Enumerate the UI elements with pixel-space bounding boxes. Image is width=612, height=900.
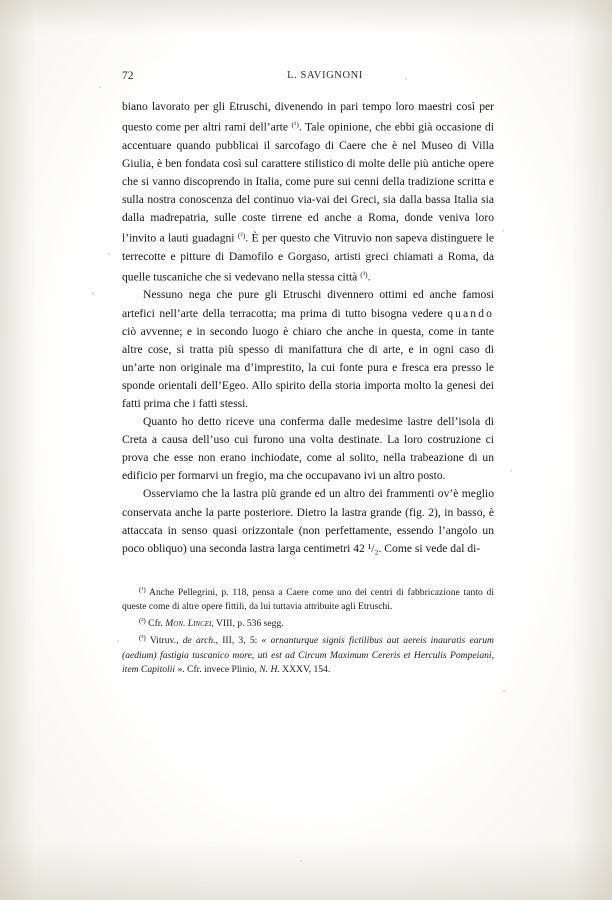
footnote-text-2: Cfr. Mon. Lincei, VIII, p. 536 segg. <box>148 618 284 630</box>
work-title: de arch. <box>182 635 216 647</box>
paragraph-1: biano lavorato per gli Etruschi, divenendo in pari tempo loro maestri così per questo come per altri rami dell’arte $^{(^1)}$. Tale opinione, che ebbi già occasione di accentuare quando pubblicai il sarcofago di Caere che è nel Museo di Villa Giulia, è ben fondata così sul carattere stilistico di molte delle più antiche opere che si vanno discoprendo in Italia, come pure sui cenni della tradizione scritta e sulla nostra conoscenza del continuo via-vai dei Greci, sia dalla bassa Italia sia dalla madrepatria, sulle coste tirrene ed anche a Roma, donde veniva loro l’invito a lauti guadagni $^{(^2)}$. È per questo che Vitruvio non sapeva distinguere le terrecotte e pitture di Damofilo e Gorgaso, artisti greci chiamati a Roma, da quelle tuscaniche che si vedevano nella stessa città $^{(^3)}$. <box>122 100 495 284</box>
paragraph-3: Quanto ho detto riceve una conferma dalle medesime lastre dell’isola di Creta a causa dell’uso cui furono una volta destinate. La loro costruzione ci prova che esse non erano inchiodate, come al solito, nella trabeazione di un edificio per formarvi un fregio, ma che occupavano ivi un altro posto. <box>122 415 494 483</box>
note-call: (¹) <box>291 120 299 130</box>
footnote-2 <box>122 614 494 631</box>
pliny-title: N. H. <box>259 663 280 675</box>
journal-title: Mon. Lincei <box>165 618 212 630</box>
footnote-marker-2: (²) <box>139 617 146 626</box>
footnote-marker-1: (¹) <box>139 585 146 594</box>
note-call: (³) <box>360 269 368 279</box>
footnote-marker-3: (³) <box>139 634 146 643</box>
footnote-text-1: Anche Pellegrini, p. 118, pensa a Caere come uno dei centri di fabbricazione tanto di queste come di altre opere fittili, da lui tuttavia attribuite agli Etruschi. <box>122 586 494 613</box>
page-edge-right <box>572 0 612 900</box>
emphasized-word: quando <box>447 306 494 320</box>
footnote-text-3: Vitruv., de arch., III, 3, 5: « ornanturque signis fictilibus aut aereis inauratis earum (aedium) fastigia tuscanico more, uti est ad Circum Maximum Cereris et Herculis Pompeiani, item Capitolii ». Cfr. invece Plinio, N. H. XXXV, 154. <box>122 635 494 675</box>
latin-quotation: ornanturque signis fictilibus aut aereis inauratis earum (aedium) fastigia tuscanico more, uti est ad Circum Maximum Cereris et Herculis Pompeiani, item Capitolii <box>122 635 494 675</box>
footnotes-block <box>122 583 494 677</box>
page-edge-top <box>0 0 612 34</box>
running-header <box>122 66 494 88</box>
footnote-3 <box>122 631 494 677</box>
paragraph-2: Nessuno nega che pure gli Etruschi divennero ottimi ed anche famosi artefici nell’arte della terracotta; ma prima di tutto bisogna vedere quando ciò avvenne; e in secondo luogo è chiaro che anche in questa, come in tante altre cose, si tratta più spesso di manifattura che di arte, e in ogni caso di un’arte non originale ma d’imprestito, la cui fonte pura e fresca era presso le sponde orientali dell’Egeo. Allo spirito della storia importa molto la genesi dei fatti prima che i fatti stessi. <box>122 288 494 410</box>
footnote-1 <box>122 583 494 614</box>
page-edge-bottom <box>0 840 612 900</box>
page-content <box>122 66 494 677</box>
note-call: (²) <box>237 231 246 241</box>
body-text <box>122 98 494 558</box>
page-edge-left <box>0 0 36 900</box>
folio-number: 72 <box>122 70 134 82</box>
page-title: L. SAVIGNONI <box>287 70 363 81</box>
paragraph-4: Osserviamo che la lastra più grande ed un altro dei frammenti ov’è meglio conservata anche la parte posteriore. Dietro la lastra grande (fig. 2), in basso, è attaccata in senso quasi orizzontale (non perfettamente, essendo l’angolo un poco obliquo) una seconda lastra larga centimetri 42 ¹/₂. Come si vede dal di- <box>122 487 494 555</box>
